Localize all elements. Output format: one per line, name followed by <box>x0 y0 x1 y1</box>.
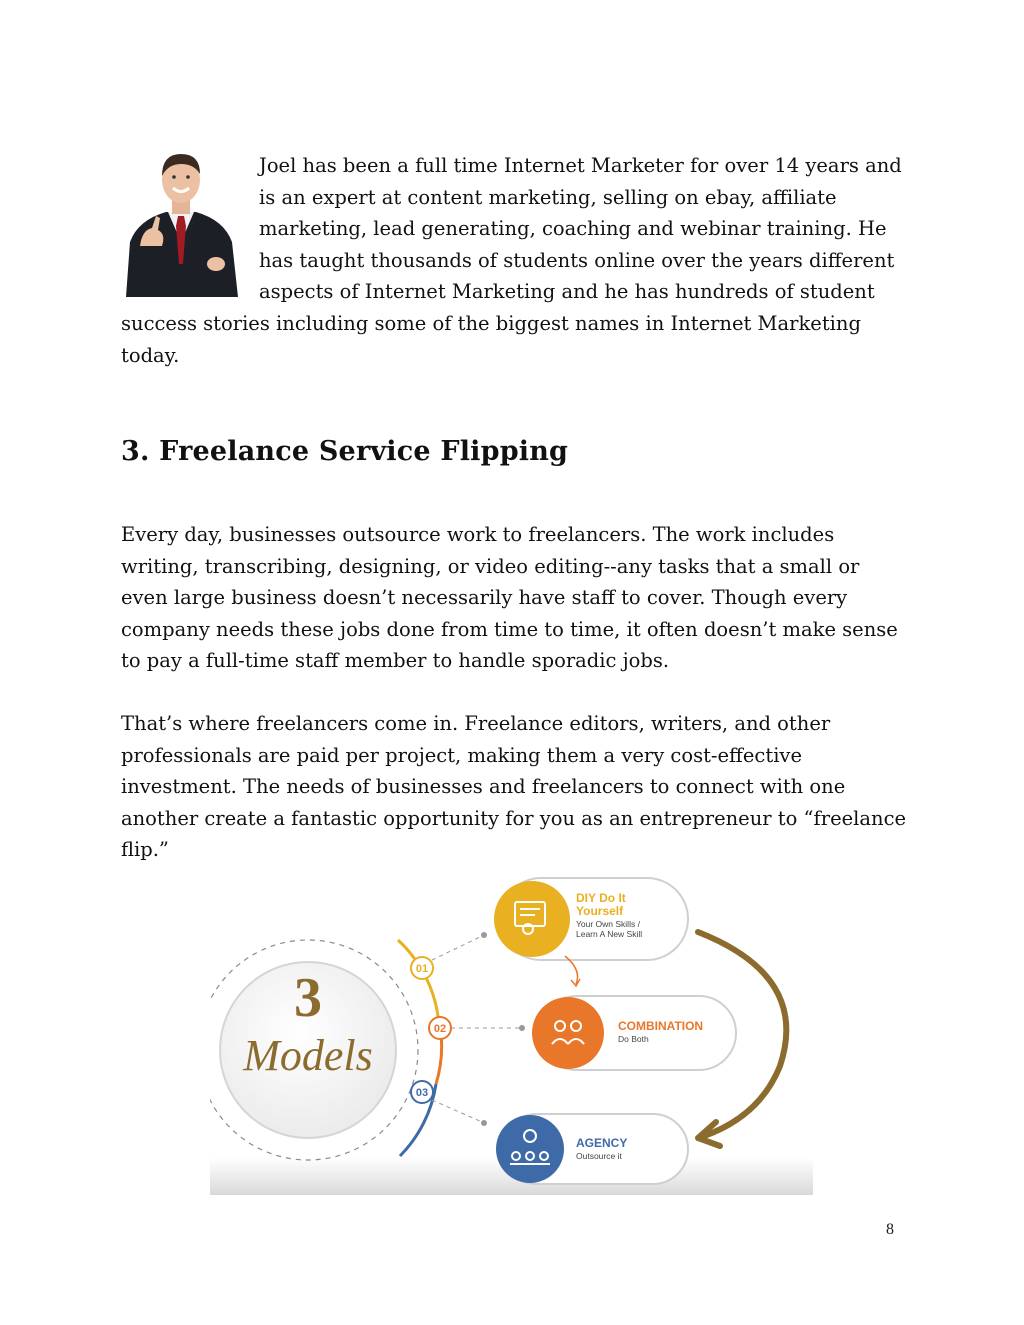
badge-03-label: 03 <box>415 1087 429 1099</box>
step-disc-combination <box>532 997 604 1069</box>
step-disc-diy <box>494 881 570 957</box>
badge-02-label: 02 <box>433 1023 447 1035</box>
three-models-diagram <box>210 866 813 1195</box>
author-bio-text: Joel has been a full time Internet Marketer for over 14 years and is an expert at content marketing, selling on ebay, affiliate marketing, lead generating, coaching and webinar training. He has taught thousands of students online over the years different aspects of Internet Marketing and he has hundreds of student success stories including some of the biggest names in Internet Marketing today. <box>121 154 902 367</box>
body-paragraph-1: Every day, businesses outsource work to freelancers. The work includes writing, transcribing, designing, or video editing--any tasks that a small or even large business doesn’t necessarily have staff to cover. Though every company needs these jobs done from time to time, it often doesn’t make sense to pay a full-time staff member to handle sporadic jobs. <box>121 523 898 673</box>
step-diy-title-2: Yourself <box>576 904 624 918</box>
body-paragraph-2: That’s where freelancers come in. Freelance editors, writers, and other professionals are paid per project, making them a very cost-effective investment. The needs of businesses and freelancers to connect with one another create a fantastic opportunity for you as an entrepreneur to “freelance flip.” <box>121 712 907 862</box>
badge-01-label: 01 <box>415 963 429 975</box>
author-bio <box>121 150 911 371</box>
photo-wrap-spacer <box>121 150 259 298</box>
step-disc-agency <box>496 1115 564 1183</box>
step-diy-title-1: DIY Do It <box>576 891 626 905</box>
step-agency-sub: Outsource it <box>576 1151 622 1161</box>
step-diy-sub-2: Learn A New Skill <box>576 929 643 939</box>
section-heading: 3. Freelance Service Flipping <box>121 436 569 467</box>
center-number: 3 <box>294 967 322 1029</box>
page-number: 8 <box>886 1221 894 1238</box>
step-diy-sub-1: Your Own Skills / <box>576 919 640 929</box>
step-agency-title: AGENCY <box>576 1136 628 1150</box>
step-combination-sub: Do Both <box>618 1034 649 1044</box>
step-combination-title: COMBINATION <box>618 1019 704 1033</box>
center-word: Models <box>243 1031 373 1080</box>
